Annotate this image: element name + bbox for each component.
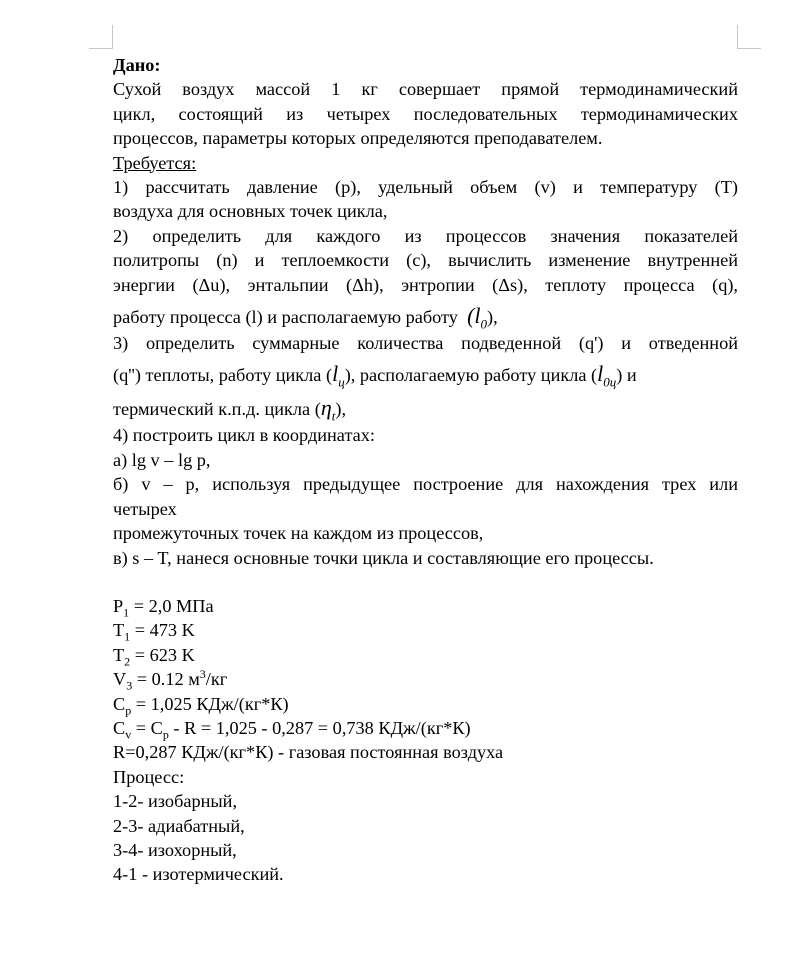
item-2-line-1: 2) определить для каждого из процессов значения показателей xyxy=(113,225,738,246)
param-v3: $V_3 = 0.12$ $м^3/кг$ xyxy=(113,667,228,693)
corner-mark-top-right-h xyxy=(737,48,761,49)
item-4b-line-2: четырех xyxy=(113,498,177,519)
param-t1: $T_1 = 473$ K xyxy=(113,620,195,644)
corner-mark-top-left-h xyxy=(89,48,113,49)
param-p1: $P_1 = 2,0$ МПа xyxy=(113,595,214,620)
intro-line-2: цикл, состоящий из четырех последовательных термодинамических xyxy=(113,103,738,124)
item-1-line-2: воздуха для основных точек цикла, xyxy=(113,201,388,222)
item-2-line-2: политропы (n) и теплоемкости (c), вычислить изменение внутренней xyxy=(113,250,738,271)
item-4-line: 4) построить цикл в координатах: xyxy=(113,425,375,446)
param-t2: $T_2 = 623$ K xyxy=(113,644,195,669)
item-1-line-1: 1) рассчитать давление (p), удельный объем (v) и температуру (T) xyxy=(113,177,738,198)
process-item: 4-1 - изотермический. xyxy=(113,864,284,885)
process-item: 2-3- адиабатный, xyxy=(113,815,245,836)
param-r: R=0,287 КДж/(кг*К) - газовая постоянная воздуха xyxy=(113,742,504,763)
param-cv: $C_v = C_p - R = 1,025 - 0,287 = 0,738$ КДж/(кг*К) xyxy=(113,717,471,742)
item-3-line-1: 3) определить суммарные количества подведенной (q') и отведенной xyxy=(113,333,738,354)
item-3-line-3: термический к.п.д. цикла $(\eta_t)$, xyxy=(113,395,347,424)
item-4a-line: а) lg v – lg p, xyxy=(113,449,211,470)
process-item: 3-4- изохорный, xyxy=(113,839,237,860)
item-4c-line: в) s – T, нанеся основные точки цикла и составляющие его процессы. xyxy=(113,547,654,568)
item-4b-line-3: промежуточных точек на каждом из процессов, xyxy=(113,523,484,544)
given-heading: Дано: xyxy=(113,55,161,75)
item-3-line-2: (q'') теплоты, работу цикла $(l_ц)$, располагаемую работу цикла $(l_{0ц})$ и xyxy=(113,361,637,390)
item-2-line-3: энергии (Δu), энтальпии (Δh), энтропии (Δs), теплоту процесса (q), xyxy=(113,274,738,295)
corner-mark-top-right-v xyxy=(737,25,738,49)
process-heading: Процесс: xyxy=(113,766,185,787)
item-4b-line-1: б) v – p, используя предыдущее построение для нахождения трех или xyxy=(113,474,738,495)
eta-formula: $\eta_t$ xyxy=(320,395,336,424)
process-item: 1-2- изобарный, xyxy=(113,791,238,812)
item-2-line-4: работу процесса (l) и располагаемую работу $(l_0)$, xyxy=(113,303,498,332)
corner-mark-top-left-v xyxy=(112,25,113,49)
intro-line-1: Сухой воздух массой 1 кг совершает прямой термодинамический xyxy=(113,79,738,100)
l0c-formula: $l_{0ц}$ xyxy=(597,361,617,390)
l0-formula: ($l_0$ xyxy=(467,303,488,332)
param-cp: $C_p = 1,025$ КДж/(кг*К) xyxy=(113,693,289,718)
document-body xyxy=(113,53,738,887)
blank-line xyxy=(113,570,738,594)
lc-formula: $l_ц$ xyxy=(332,361,345,390)
intro-line-3: процессов, параметры которых определяются преподавателем. xyxy=(113,128,603,149)
required-heading: Требуется: xyxy=(113,152,197,173)
